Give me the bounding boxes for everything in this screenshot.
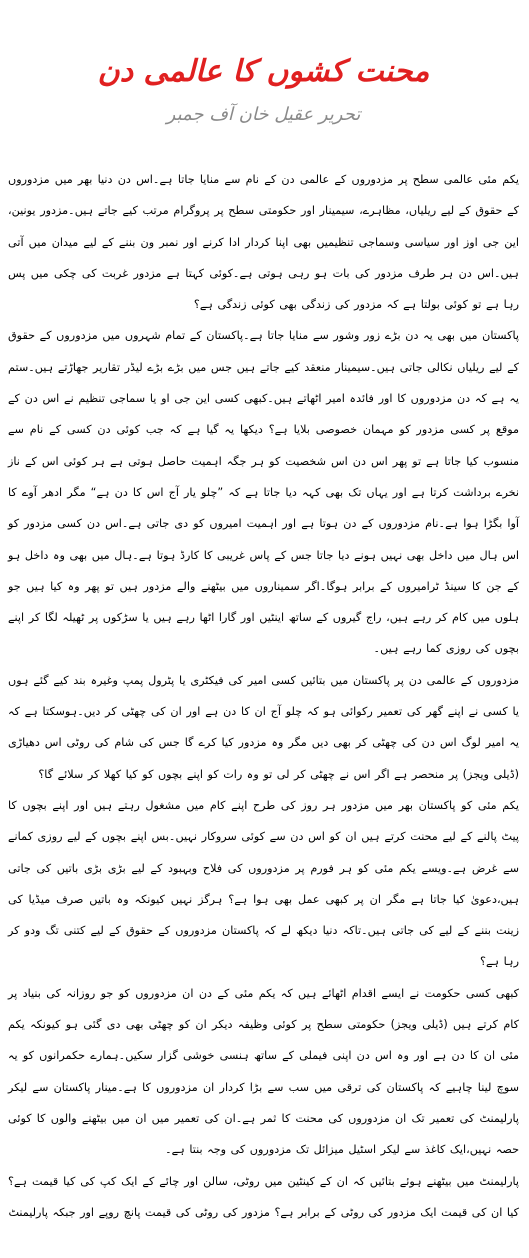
article-body <box>8 164 519 1228</box>
article-paragraph: یکم مئی کو پاکستان بھر میں مزدور ہر روز کی طرح اپنے کام میں مشغول رہتے ہیں اور اپنے بچوں کا پیٹ پالنے کے لیے محنت کرتے ہیں ان کو اس دن سے کوئی سروکار نہیں۔بس اپنے بچوں کے لیے روزی کمانے سے غرض ہے۔ویسے یکم مئی کو ہر فورم پر مزدوروں کی فلاح وبہبود کے لیے بڑی بڑی باتیں کی جاتی ہیں،دعویٰ کیا جاتا ہے مگر ان پر کبھی عمل بھی ہوا ہے؟ ہرگز نہیں کیونکہ وہ باتیں صرف میڈیا کی زینت بننے کے لیے کی جاتی ہیں۔تاکہ دنیا دیکھ لے کہ پاکستان مزدوروں کے حقوق کے لیے کتنی تگ ودو کر رہا ہے؟ <box>8 798 519 969</box>
article-paragraph: پارلیمنٹ میں بیٹھنے ہوئے بتائیں کہ ان کے کینٹین میں روٹی، سالن اور چائے کے ایک کپ کی کیا قیمت ہے؟ کیا ان کی قیمت ایک مزدور کی روٹی کے برابر ہے؟ مزدور کی روٹی کی قیمت پانچ روپے اور جبکہ پارلیمنٹ <box>8 1174 519 1219</box>
article-byline: تحریر عقیل خان آف جمبر <box>166 104 361 125</box>
article-paragraph: مزدوروں کے عالمی دن پر پاکستان میں بتائیں کسی امیر کی فیکٹری یا پٹرول پمپ وغیرہ بند کیے گئے ہوں یا کسی نے اپنے گھر کی تعمیر رکوائی ہو کہ چلو آج ان کا دن ہے اور ان کی چھٹی کر دیں۔ہوسکتا ہے کہ یہ امیر لوگ اس دن کی چھٹی کر بھی دیں مگر وہ مزدور کیا کرے گا جس کی شام کی روٹی اس دھیاڑی (ڈیلی ویجز) پر منحصر ہے اگر اس نے چھٹی کر لی تو وہ رات کو اپنے بچوں کو کیا کھلا کر سلائے گا؟ <box>8 673 519 781</box>
article-paragraph: پاکستان میں بھی یہ دن بڑے زور وشور سے منایا جاتا ہے۔پاکستان کے تمام شہروں میں مزدوروں کے حقوق کے لیے ریلیاں نکالی جاتی ہیں۔سیمینار منعقد کیے جاتے ہیں جس میں بڑے بڑے لیڈر تقاریر جھاڑتے ہیں۔ستم یہ ہے کہ دن مزدوروں کا اور فائدہ امیر اٹھاتے ہیں۔کبھی کسی این جی او یا سماجی تنظیم نے اس دن کے موقع پر کسی مزدور کو مہمان خصوصی بلایا ہے؟ دیکھا یہ گیا ہے کہ جب کوئی دن کسی کے نام سے منسوب کیا جاتا ہے تو پھر اس دن اس شخصیت کو ہر جگہ اہمیت حاصل ہوتی ہے ہر کوئی اس کے ناز نخرے برداشت کرتا ہے اور یہاں تک بھی کہہ دیا جاتا ہے کہ ”چلو یار آج اس کا دن ہے“ مگر ادھر آوے کا آوا بگڑا ہوا ہے۔نام مزدوروں کے دن ہوتا ہے اور اہمیت امیروں کو دی جاتی ہے۔اس دن کسی مزدور کو اس ہال میں داخل بھی نہیں ہونے دیا جاتا جس کے پاس غریبی کا کارڈ ہوتا ہے۔ہال میں بھی وہ داخل ہو کے جن کا سینڈ ٹرامیروں کے برابر ہوگا۔اگر سمیناروں میں بیٹھنے والے مزدور ہیں تو پھر وہ کیا ہیں جو ہلوں میں کام کر رہے ہیں، راج گیروں کے ساتھ اینٹیں اور گارا اٹھا رہے ہیں یا سڑکوں پر ٹھیلہ لگا کر اپنے بچوں کی روزی کما رہے ہیں۔ <box>8 329 519 656</box>
article-title: محنت کشوں کا عالمی دن <box>97 54 430 89</box>
article-paragraph: کبھی کسی حکومت نے ایسے اقدام اٹھائے ہیں کہ یکم مئی کے دن ان مزدوروں کو جو روزانہ کی بنیاد پر کام کرتے ہیں (ڈیلی ویجز) حکومتی سطح پر کوئی وظیفہ دیکر ان کو چھٹی بھی دی گئی ہو کیونکہ یکم مئی ان کا دن ہے اور وہ اس دن اپنی فیملی کے ساتھ ہنسی خوشی گزار سکیں۔ہمارے حکمرانوں کو یہ سوچ لینا چاہیے کہ پاکستان کی ترقی میں سب سے بڑا کردار ان مزدوروں کا ہے۔مینار پاکستان سے لیکر پارلیمنٹ کی تعمیر تک ان مزدوروں کی محنت کا ثمر ہے۔ان کی تعمیر میں ان میں بیٹھنے والوں کا کوئی حصہ نہیں،ایک کاغذ سے لیکر اسٹیل میزائل تک مزدوروں کی وجہ بنتا ہے۔ <box>8 986 519 1157</box>
article-paragraph: یکم مئی عالمی سطح پر مزدوروں کے عالمی دن کے نام سے منایا جاتا ہے۔اس دن دنیا بھر میں مزدوروں کے حقوق کے لیے ریلیاں، مظاہرے، سیمینار اور حکومتی سطح پر پروگرام مرتب کیے جاتے ہیں۔مزدور یونین، این جی اوز اور سیاسی وسماجی تنظیمیں بھی اپنا کردار ادا کرنے اور نمبر ون بننے کے لیے میدان میں آتی ہیں۔اس دن ہر طرف مزدور کی بات ہو رہی ہوتی ہے۔کوئی کہتا ہے مزدور غربت کی چکی میں پس رہا ہے تو کوئی بولتا ہے کہ مزدور کی زندگی بھی کوئی زندگی ہے؟ <box>8 173 519 312</box>
